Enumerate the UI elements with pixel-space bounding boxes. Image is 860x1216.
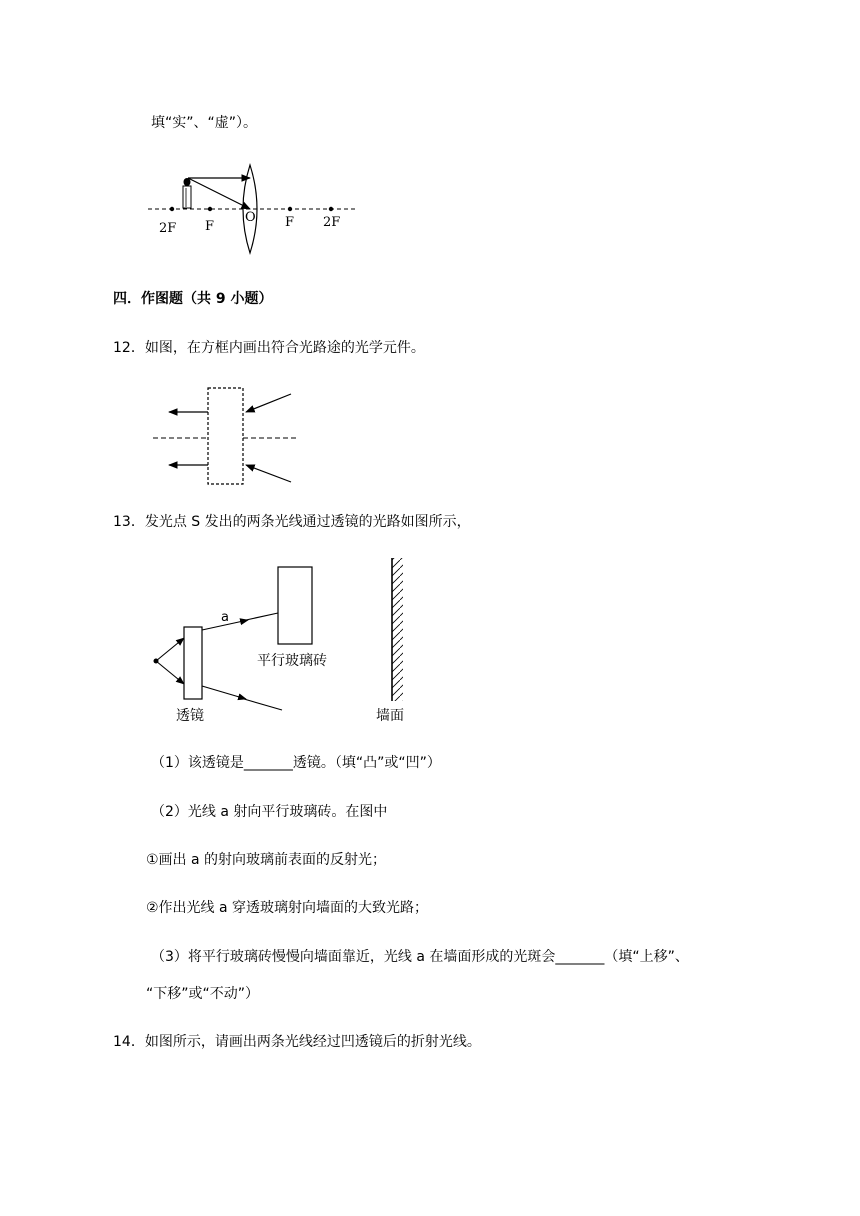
fig1-label-2f-left: 2F [159, 221, 177, 236]
fig3-ray-out-bottom [202, 686, 246, 699]
fig1-label-f-left: F [205, 219, 215, 234]
q12-text: 12．如图，在方框内画出符合光路途的光学元件。 [113, 340, 425, 356]
q13-part3-line1: （3）将平行玻璃砖慢慢向墙面靠近，光线 a 在墙面形成的光斑会_______（填“上移”、 [151, 949, 689, 965]
q13-sub2: ②作出光线 a 穿透玻璃射向墙面的大致光路； [146, 900, 429, 916]
q14-text: 14．如图所示，请画出两条光线经过凹透镜后的折射光线。 [113, 1034, 481, 1050]
fig3-label-a: a [221, 610, 229, 625]
q13-sub1: ①画出 a 的射向玻璃前表面的反射光； [146, 852, 387, 868]
fig1-label-2f-right: 2F [323, 215, 341, 230]
q13-stem: 13．发光点 S 发出的两条光线通过透镜的光路如图所示， [113, 514, 471, 530]
top-fragment: 填“实”、“虚”）。 [151, 115, 258, 131]
fig3-wall-hatch [392, 558, 403, 701]
section-heading: 四．作图题（共 9 小题） [113, 291, 273, 307]
q13-part1: （1）该透镜是_______透镜。（填“凸”或“凹”） [151, 755, 441, 771]
fig1-label-o: O [245, 210, 256, 225]
q13-part3-line2: “下移”或“不动”） [146, 986, 260, 1002]
fig3-label-lens: 透镜 [176, 708, 204, 724]
fig1-label-f-right: F [285, 215, 295, 230]
q13-part2: （2）光线 a 射向平行玻璃砖。在图中 [151, 804, 388, 820]
fig3-label-wall: 墙面 [376, 708, 404, 724]
fig3-ray-to-lens-top [156, 638, 184, 661]
fig3-label-glass: 平行玻璃砖 [257, 653, 327, 669]
fig3-glass-brick [278, 567, 312, 644]
fig3-ray-to-lens-bottom [156, 661, 184, 684]
fig3-lens [184, 627, 202, 699]
